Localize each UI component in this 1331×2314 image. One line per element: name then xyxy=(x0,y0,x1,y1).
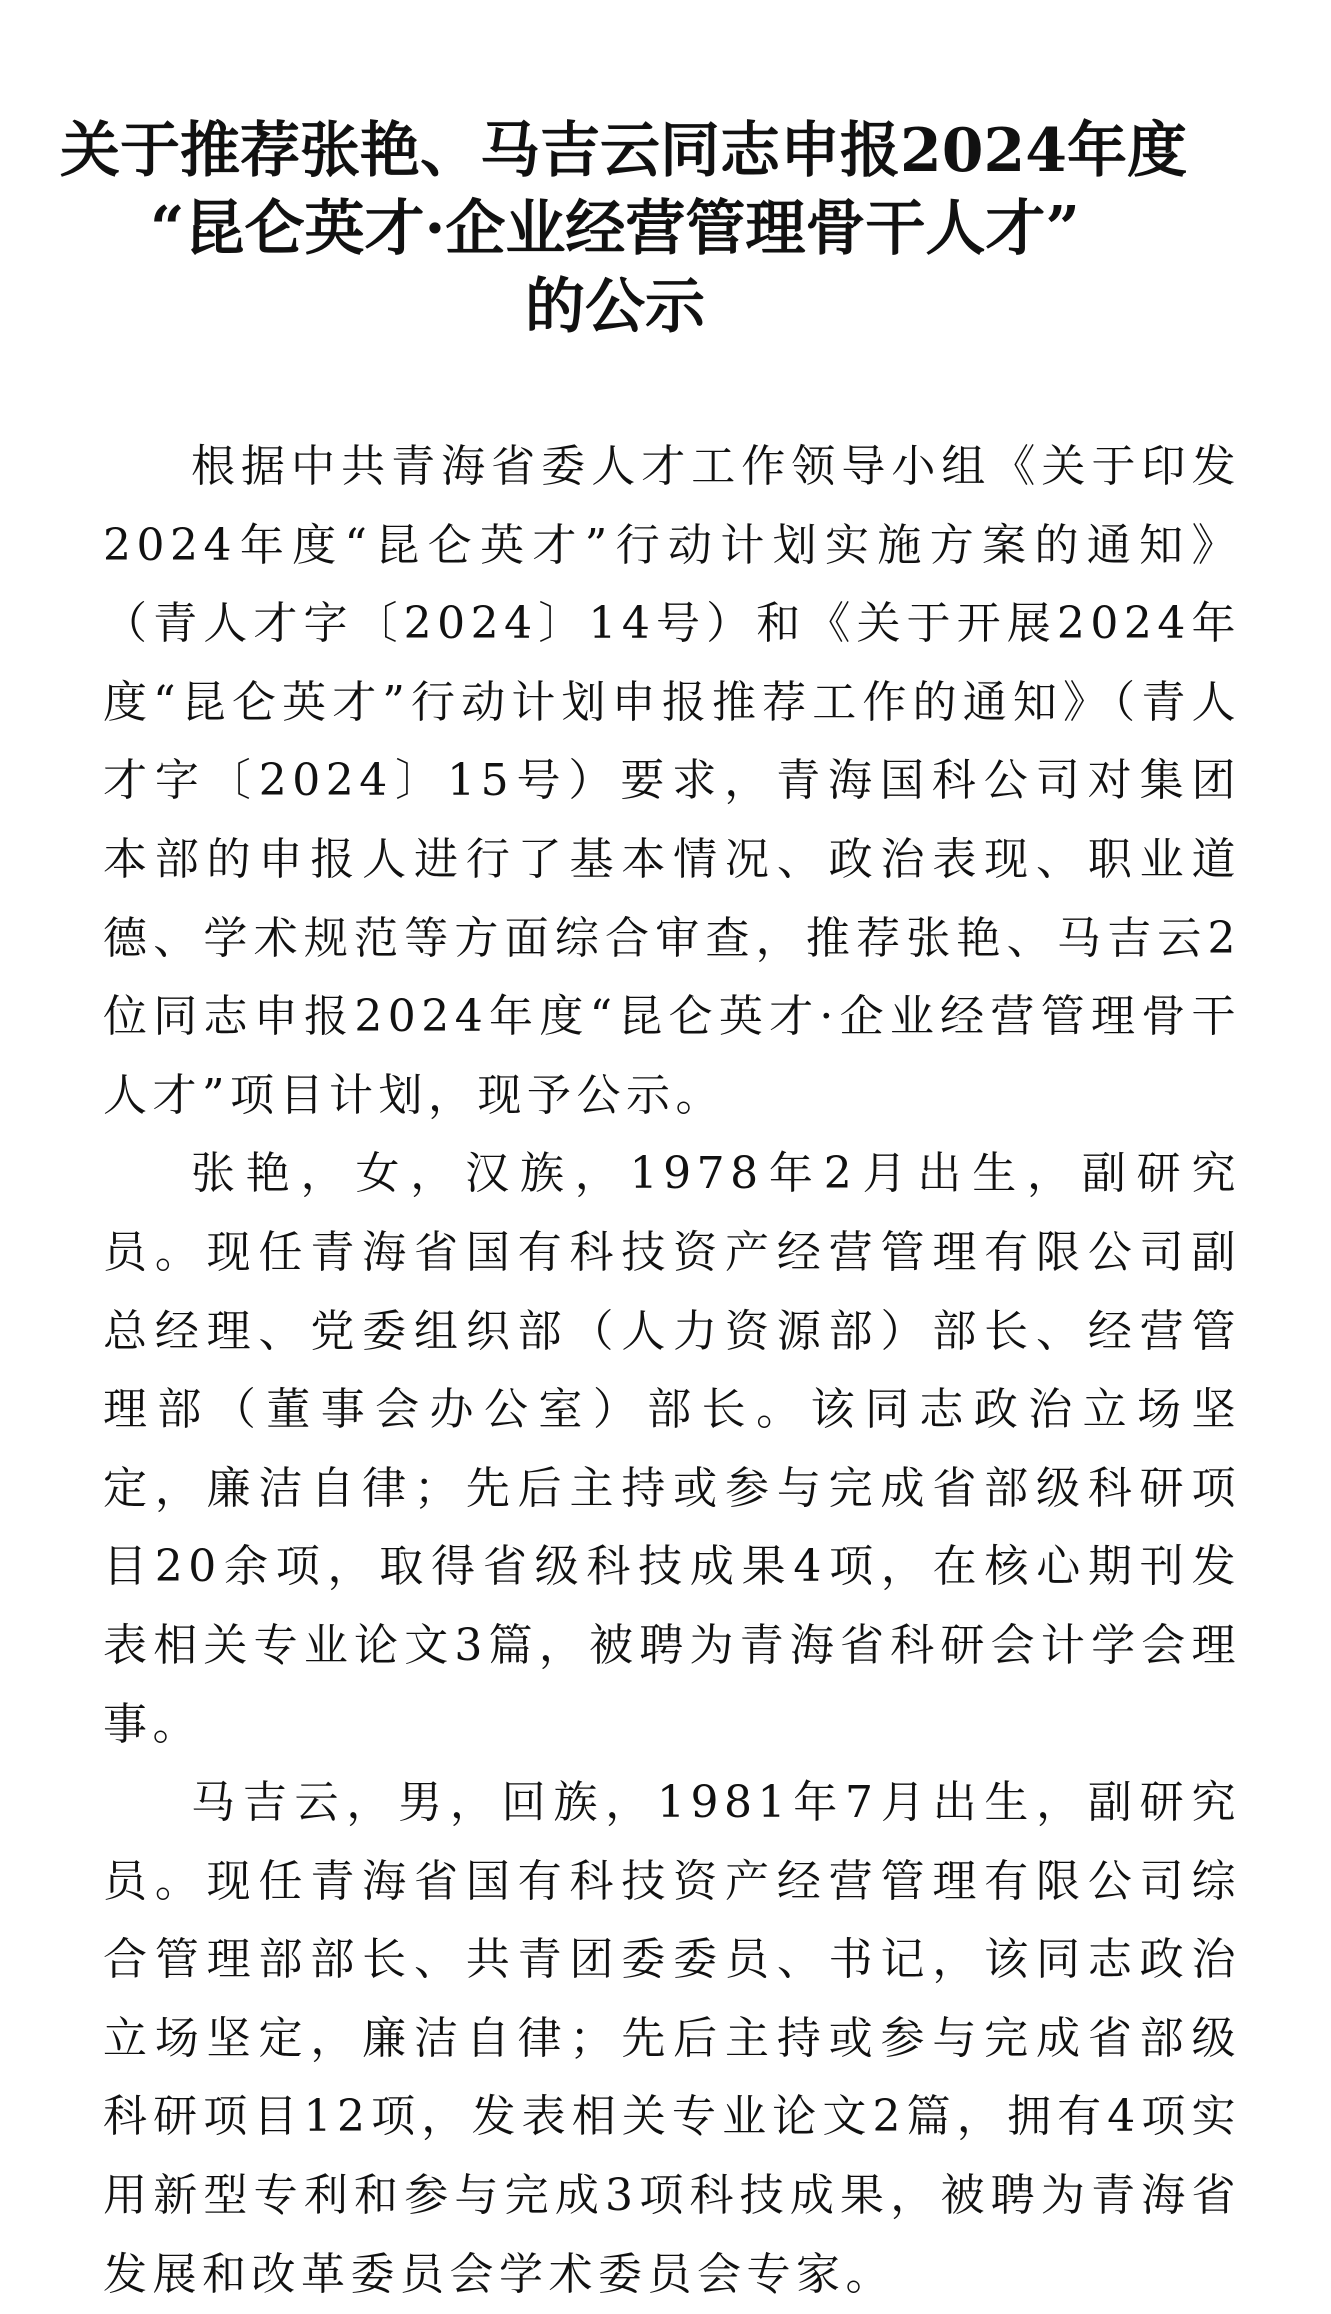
title-line-3: 的公示 xyxy=(525,272,705,342)
title-line-1: 关于推荐张艳、马吉云同志申报2024年度 xyxy=(60,116,1187,186)
paragraph-intro: 根据中共青海省委人才工作领导小组《关于印发2024年度“昆仑英才”行动计划实施方案的通知》（青人才字〔2024〕14号）和《关于开展2024年度“昆仑英才”行动计划申报推荐工作的通知》（青人才字〔2024〕15号）要求，青海国科公司对集团本部的申报人进行了基本情况、政治表现、职业道德、学术规范等方面综合审查，推荐张艳、马吉云2位同志申报2024年度“昆仑英才·企业经营管理骨干人才”项目计划，现予公示。 xyxy=(103,441,1241,1121)
paragraph-ma-jiyun: 马吉云，男，回族，1981年7月出生，副研究员。现任青海省国有科技资产经营管理有限公司综合管理部部长、共青团委委员、书记，该同志政治立场坚定，廉洁自律；先后主持或参与完成省部级科研项目12项，发表相关专业论文2篇，拥有4项实用新型专利和参与完成3项科技成果，被聘为青海省发展和改革委员会学术委员会专家。 xyxy=(103,1777,1241,2300)
document-title xyxy=(60,112,1187,346)
paragraph-zhang-yan: 张艳，女，汉族，1978年2月出生，副研究员。现任青海省国有科技资产经营管理有限公司副总经理、党委组织部（人力资源部）部长、经营管理部（董事会办公室）部长。该同志政治立场坚定，廉洁自律；先后主持或参与完成省部级科研项目20余项，取得省级科技成果4项，在核心期刊发表相关专业论文3篇，被聘为青海省科研会计学会理事。 xyxy=(103,1148,1241,1750)
title-line-2: “昆仑英才·企业经营管理骨干人才” xyxy=(150,194,1080,264)
document-body xyxy=(103,428,1241,2314)
